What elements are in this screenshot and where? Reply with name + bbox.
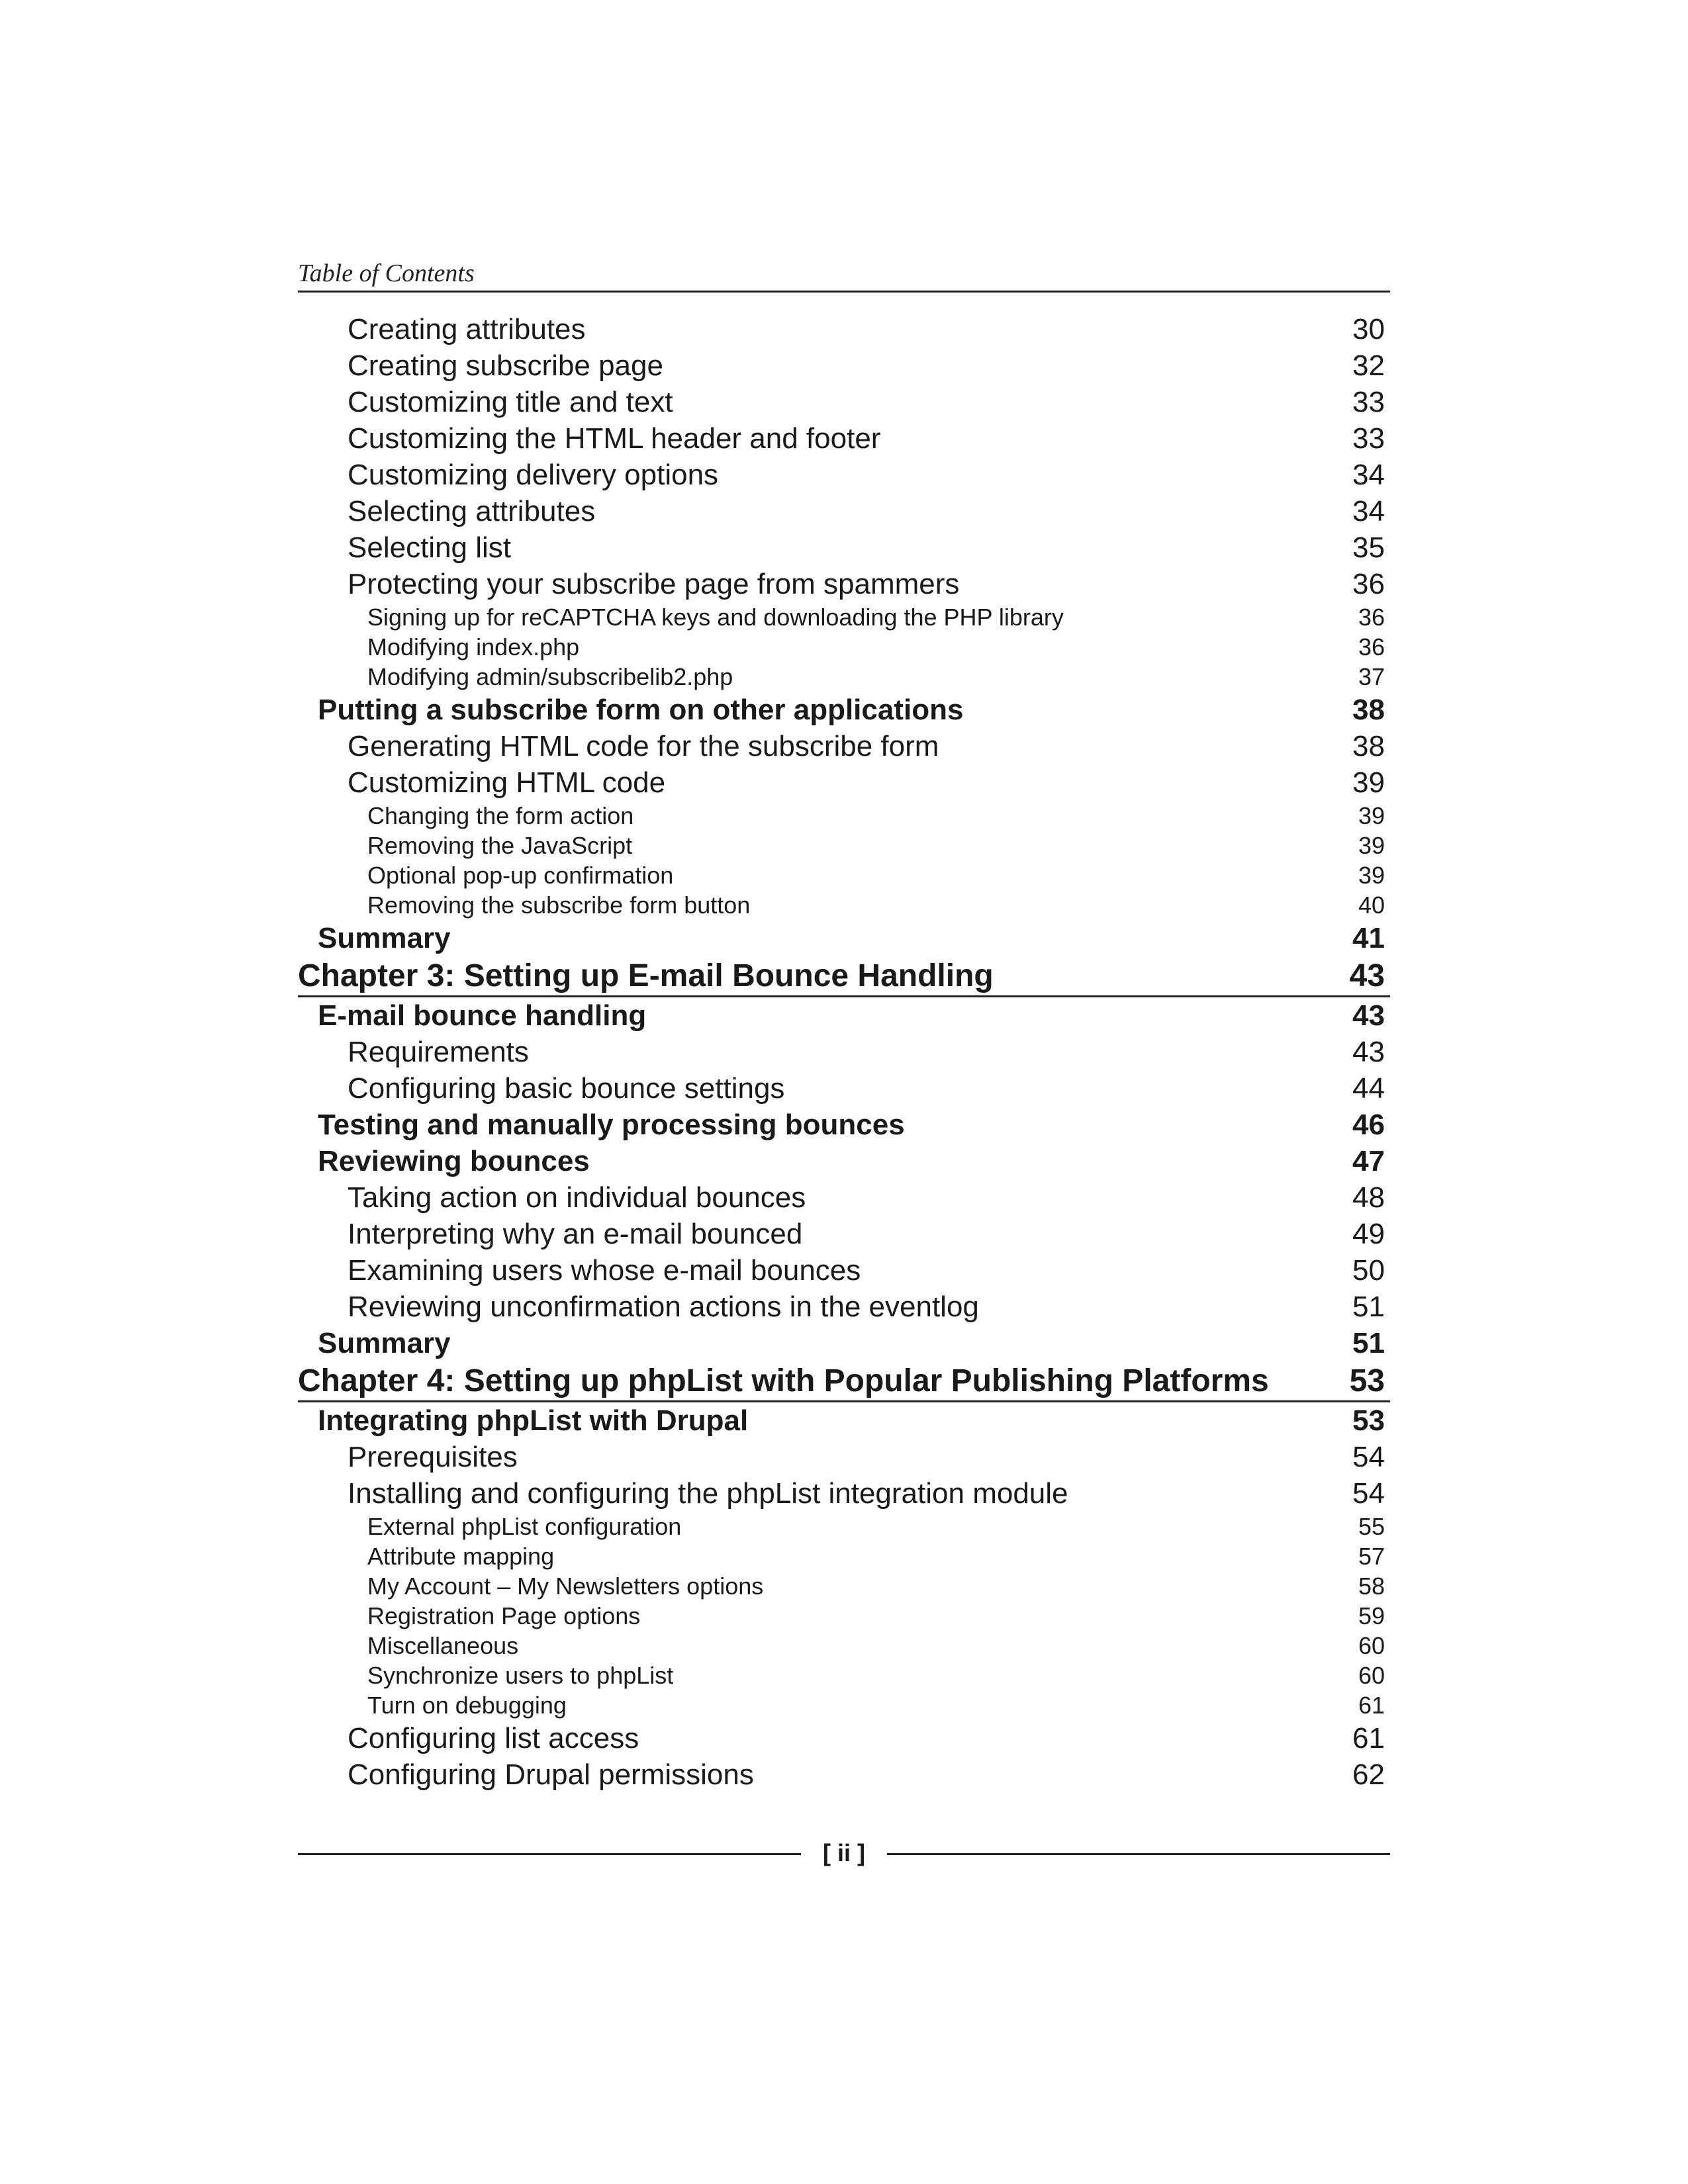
- toc-subsection-entry[interactable]: [298, 529, 1390, 566]
- toc-entry-page-number: 36: [1352, 567, 1385, 600]
- toc-subsection-entry[interactable]: [298, 1252, 1390, 1289]
- toc-entry-title: Reviewing bounces: [318, 1144, 590, 1177]
- toc-section-entry[interactable]: [298, 692, 1390, 728]
- toc-subsubsection-entry[interactable]: [298, 1661, 1390, 1690]
- toc-entry-title: Turn on debugging: [367, 1691, 567, 1719]
- toc-entry-page-number: 62: [1352, 1758, 1385, 1791]
- toc-entry-title: Creating subscribe page: [348, 349, 663, 382]
- toc-entry-title: Signing up for reCAPTCHA keys and downloading the PHP library: [367, 603, 1064, 631]
- toc-entry-page-number: 35: [1352, 531, 1385, 564]
- toc-entry-title: Requirements: [348, 1035, 529, 1068]
- toc-entry-title: E-mail bounce handling: [318, 999, 647, 1032]
- toc-entry-page-number: 38: [1352, 693, 1385, 726]
- toc-entry-page-number: 36: [1358, 633, 1385, 660]
- toc-subsubsection-entry[interactable]: [298, 1512, 1390, 1541]
- toc-subsection-entry[interactable]: [298, 1475, 1390, 1512]
- toc-subsection-entry[interactable]: [298, 1034, 1390, 1070]
- toc-entry-title: Selecting list: [348, 531, 512, 564]
- toc-entry-page-number: 61: [1352, 1721, 1385, 1754]
- toc-subsection-entry[interactable]: [298, 457, 1390, 493]
- toc-entry-page-number: 60: [1358, 1661, 1385, 1689]
- toc-entry-page-number: 51: [1352, 1326, 1385, 1359]
- toc-entry-page-number: 58: [1358, 1572, 1385, 1600]
- footer-rule-right: [887, 1853, 1390, 1855]
- toc-subsubsection-entry[interactable]: [298, 632, 1390, 662]
- toc-entry-title: Changing the form action: [367, 801, 634, 829]
- toc-entry-title: Optional pop-up confirmation: [367, 861, 674, 889]
- toc-entry-title: Configuring basic bounce settings: [348, 1071, 785, 1105]
- toc-subsubsection-entry[interactable]: [298, 1571, 1390, 1601]
- toc-entry-title: Chapter 3: Setting up E-mail Bounce Handling: [298, 958, 994, 993]
- toc-subsection-entry[interactable]: [298, 1179, 1390, 1216]
- toc-entry-page-number: 53: [1352, 1404, 1385, 1437]
- toc-entry-title: Generating HTML code for the subscribe form: [348, 729, 939, 762]
- toc-subsubsection-entry[interactable]: [298, 1690, 1390, 1720]
- toc-section-entry[interactable]: [298, 920, 1390, 956]
- toc-chapter-entry[interactable]: [298, 956, 1390, 997]
- toc-subsubsection-entry[interactable]: [298, 890, 1390, 920]
- toc-entry-title: My Account – My Newsletters options: [367, 1572, 764, 1600]
- toc-chapter-entry[interactable]: [298, 1361, 1390, 1402]
- toc-entry-title: Attribute mapping: [367, 1542, 555, 1570]
- page-footer: [298, 1840, 1390, 1866]
- toc-entry-title: Miscellaneous: [367, 1631, 519, 1659]
- toc-entry-page-number: 54: [1352, 1477, 1385, 1510]
- toc-entry-page-number: 55: [1358, 1512, 1385, 1540]
- toc-entry-page-number: 61: [1358, 1691, 1385, 1719]
- toc-entry-title: Protecting your subscribe page from spammers: [348, 567, 960, 600]
- toc-entry-title: Chapter 4: Setting up phpList with Popular Publishing Platforms: [298, 1363, 1269, 1398]
- toc-entry-title: Summary: [318, 921, 451, 954]
- toc-entry-page-number: 34: [1352, 494, 1385, 527]
- toc-subsection-entry[interactable]: [298, 347, 1390, 384]
- toc-entry-title: Registration Page options: [367, 1602, 641, 1629]
- toc-subsection-entry[interactable]: [298, 1216, 1390, 1252]
- toc-entry-title: Taking action on individual bounces: [348, 1181, 806, 1214]
- toc-entry-title: Putting a subscribe form on other applications: [318, 693, 964, 726]
- toc-entry-title: Integrating phpList with Drupal: [318, 1404, 749, 1437]
- toc-entry-title: Modifying admin/subscribelib2.php: [367, 662, 733, 690]
- toc-entry-title: Summary: [318, 1326, 451, 1359]
- toc-entry-page-number: 43: [1352, 1035, 1385, 1068]
- toc-entry-title: Customizing delivery options: [348, 458, 719, 491]
- toc-entry-page-number: 44: [1352, 1071, 1385, 1105]
- toc-section-entry[interactable]: [298, 1402, 1390, 1439]
- toc-section-entry[interactable]: [298, 1107, 1390, 1143]
- toc-entry-title: Removing the JavaScript: [367, 831, 633, 859]
- toc-entry-title: Configuring list access: [348, 1721, 639, 1754]
- toc-entry-title: Customizing HTML code: [348, 766, 666, 799]
- toc-section-entry[interactable]: [298, 1325, 1390, 1361]
- toc-entry-title: Customizing title and text: [348, 385, 673, 418]
- toc-entry-page-number: 43: [1352, 999, 1385, 1032]
- toc-entry-page-number: 34: [1352, 458, 1385, 491]
- toc-entry-page-number: 54: [1352, 1440, 1385, 1473]
- toc-subsubsection-entry[interactable]: [298, 602, 1390, 632]
- toc-entry-title: Prerequisites: [348, 1440, 518, 1473]
- toc-entry-page-number: 38: [1352, 729, 1385, 762]
- toc-entry-title: Modifying index.php: [367, 633, 580, 660]
- toc-entry-page-number: 41: [1352, 921, 1385, 954]
- toc-subsection-entry[interactable]: [298, 566, 1390, 602]
- toc-entry-page-number: 32: [1352, 349, 1385, 382]
- toc-subsubsection-entry[interactable]: [298, 1541, 1390, 1571]
- toc-entry-page-number: 53: [1349, 1363, 1385, 1398]
- toc-subsubsection-entry[interactable]: [298, 1601, 1390, 1631]
- toc-entry-title: Removing the subscribe form button: [367, 891, 751, 919]
- toc-entry-page-number: 36: [1358, 603, 1385, 631]
- toc-entry-page-number: 30: [1352, 312, 1385, 345]
- toc-subsection-entry[interactable]: [298, 311, 1390, 347]
- toc-entry-page-number: 46: [1352, 1108, 1385, 1141]
- toc-entry-title: Configuring Drupal permissions: [348, 1758, 754, 1791]
- toc-subsubsection-entry[interactable]: [298, 831, 1390, 860]
- toc-entry-title: Reviewing unconfirmation actions in the eventlog: [348, 1290, 979, 1323]
- toc-subsection-entry[interactable]: [298, 764, 1390, 801]
- toc-subsection-entry[interactable]: [298, 1439, 1390, 1475]
- toc-entry-page-number: 33: [1352, 422, 1385, 455]
- toc-entry-page-number: 59: [1358, 1602, 1385, 1629]
- header-title: Table of Contents: [298, 259, 475, 287]
- running-header: [298, 259, 1390, 293]
- toc-entry-page-number: 57: [1358, 1542, 1385, 1570]
- toc-entry-title: Testing and manually processing bounces: [318, 1108, 905, 1141]
- toc-entry-page-number: 48: [1352, 1181, 1385, 1214]
- toc-entry-title: Creating attributes: [348, 312, 586, 345]
- toc-entry-title: Synchronize users to phpList: [367, 1661, 674, 1689]
- toc-entry-page-number: 37: [1358, 662, 1385, 690]
- toc-subsection-entry[interactable]: [298, 728, 1390, 764]
- toc-subsection-entry[interactable]: [298, 1756, 1390, 1793]
- toc-entry-page-number: 39: [1352, 766, 1385, 799]
- toc-entry-page-number: 39: [1358, 831, 1385, 859]
- toc-section-entry[interactable]: [298, 997, 1390, 1034]
- toc-entry-page-number: 47: [1352, 1144, 1385, 1177]
- toc-entry-title: Installing and configuring the phpList integration module: [348, 1477, 1068, 1510]
- toc-subsubsection-entry[interactable]: [298, 662, 1390, 692]
- toc-entry-title: Interpreting why an e-mail bounced: [348, 1217, 803, 1250]
- toc-entry-page-number: 39: [1358, 861, 1385, 889]
- toc-subsubsection-entry[interactable]: [298, 860, 1390, 890]
- toc-subsection-entry[interactable]: [298, 1720, 1390, 1756]
- toc-entry-title: Examining users whose e-mail bounces: [348, 1253, 861, 1287]
- toc-entry-title: Customizing the HTML header and footer: [348, 422, 881, 455]
- toc-entry-page-number: 39: [1358, 801, 1385, 829]
- toc-section-entry[interactable]: [298, 1143, 1390, 1179]
- toc-subsection-entry[interactable]: [298, 1289, 1390, 1325]
- toc-subsection-entry[interactable]: [298, 384, 1390, 420]
- toc-entry-title: Selecting attributes: [348, 494, 596, 527]
- toc-subsubsection-entry[interactable]: [298, 801, 1390, 831]
- toc-entry-page-number: 43: [1349, 958, 1385, 993]
- toc-entry-page-number: 40: [1358, 891, 1385, 919]
- toc-entry-page-number: 33: [1352, 385, 1385, 418]
- toc-subsection-entry[interactable]: [298, 1070, 1390, 1107]
- toc-entry-page-number: 51: [1352, 1290, 1385, 1323]
- toc-entry-page-number: 60: [1358, 1631, 1385, 1659]
- toc-subsection-entry[interactable]: [298, 493, 1390, 529]
- toc-entry-page-number: 49: [1352, 1217, 1385, 1250]
- toc-entry-page-number: 50: [1352, 1253, 1385, 1287]
- toc-subsection-entry[interactable]: [298, 420, 1390, 457]
- toc-entry-title: External phpList configuration: [367, 1512, 682, 1540]
- table-of-contents: [298, 311, 1390, 1793]
- footer-page-number: [ ii ]: [823, 1839, 865, 1866]
- toc-subsubsection-entry[interactable]: [298, 1631, 1390, 1661]
